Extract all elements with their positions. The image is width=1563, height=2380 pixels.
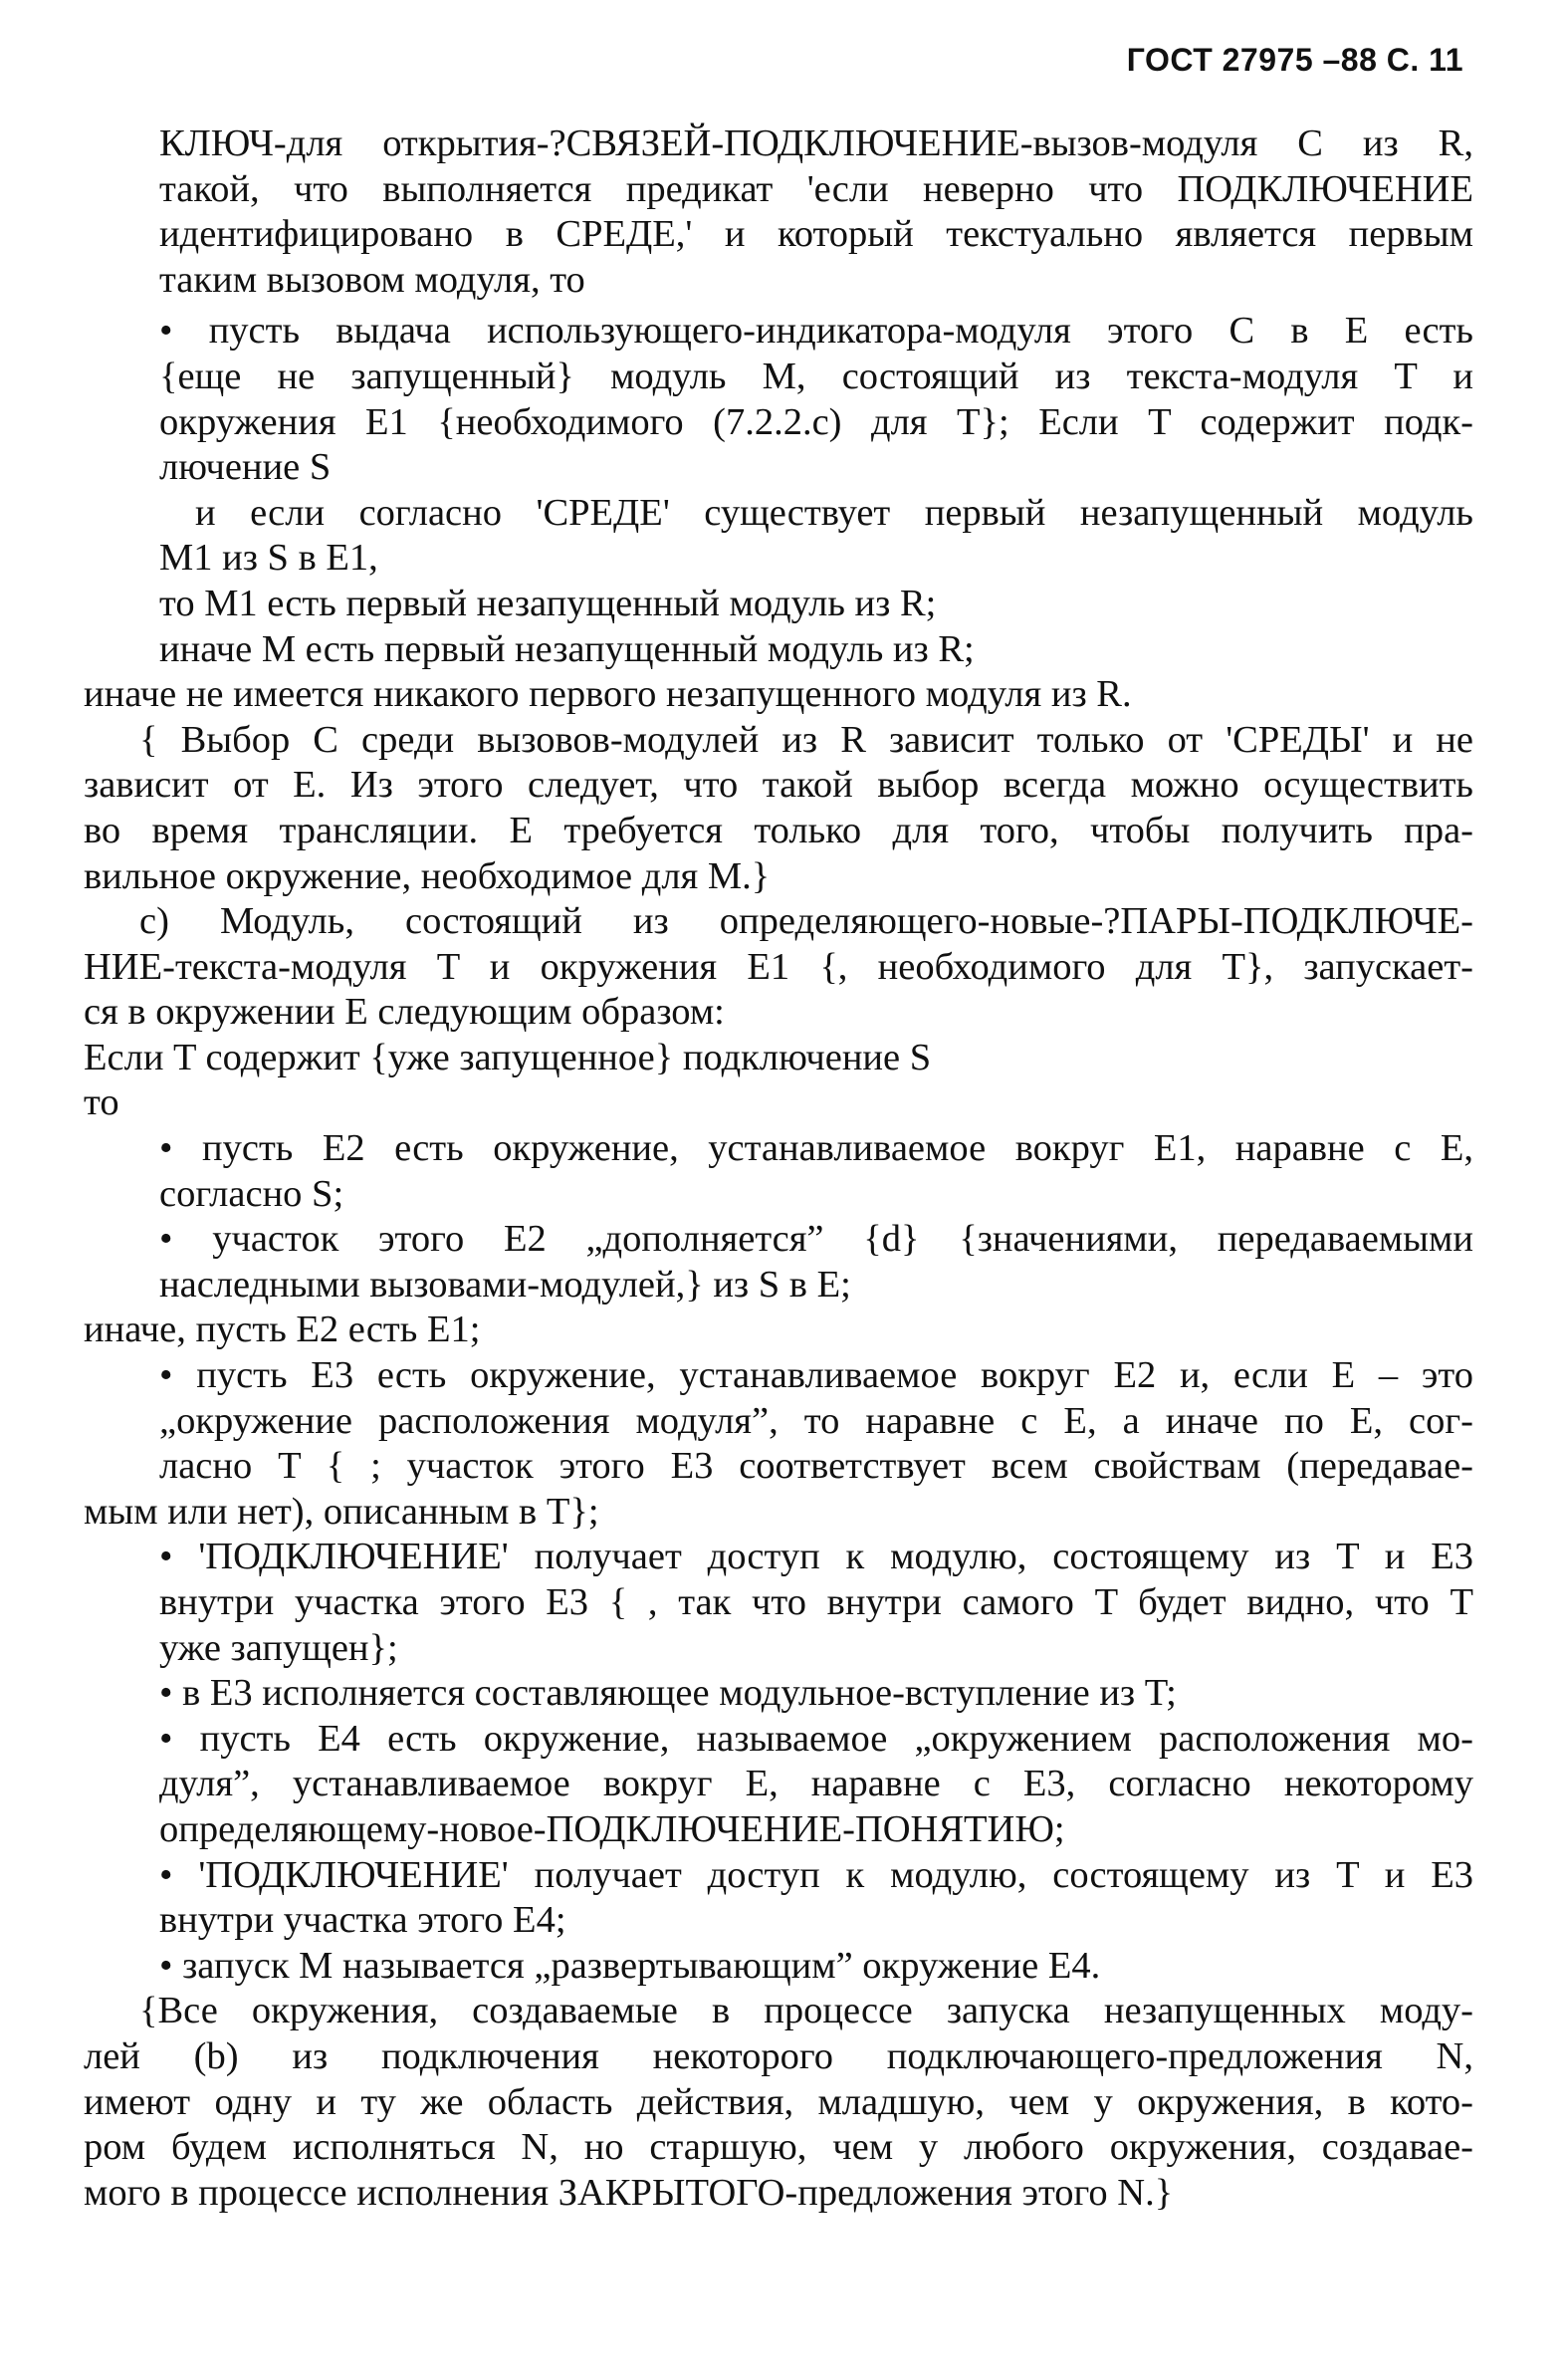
text-line: мым или нет), описанным в T}; bbox=[84, 1490, 599, 1533]
text-line: вильное окружение, необходимое для M.} bbox=[84, 854, 771, 897]
text-line: таким вызовом модуля, то bbox=[159, 258, 585, 301]
text-line: лючение S bbox=[159, 446, 332, 489]
text-line: ром будем исполняться N, но старшую, чем у любого окружения, создавае- bbox=[84, 2126, 1473, 2169]
text-line: то M1 есть первый незапущенный модуль из R; bbox=[159, 582, 937, 624]
text-line: {Все окружения, создаваемые в процессе запуска незапущенных моду- bbox=[139, 1990, 1473, 2032]
text-line: • пусть E2 есть окружение, устанавливаемое вокруг E1, наравне с E, bbox=[159, 1127, 1473, 1170]
text-line: наследными вызовами-модулей,} из S в E; bbox=[159, 1263, 851, 1306]
text-line: мого в процессе исполнения ЗАКРЫТОГО-предложения этого N.} bbox=[84, 2171, 1174, 2214]
text-line: • пусть E3 есть окружение, устанавливаемое вокруг E2 и, если E – это bbox=[159, 1354, 1473, 1397]
text-line: ласно T { ; участок этого E3 соответствует всем свойствам (передавае- bbox=[159, 1445, 1473, 1488]
text-line: то bbox=[84, 1081, 119, 1124]
text-line: • пусть E4 есть окружение, называемое „окружением расположения мо- bbox=[159, 1717, 1473, 1760]
text-line: • пусть выдача использующего-индикатора-модуля этого C в E есть bbox=[159, 310, 1473, 353]
text-line: c) Модуль, состоящий из определяющего-новые-?ПАРЫ-ПОДКЛЮЧЕ- bbox=[139, 900, 1473, 943]
text-line: { Выбор C среди вызовов-модулей из R зависит только от 'СРЕДЫ' и не bbox=[139, 718, 1473, 761]
text-line: „окружение расположения модуля”, то наравне с E, а иначе по E, сог- bbox=[159, 1399, 1473, 1442]
text-line: КЛЮЧ-для открытия-?СВЯЗЕЙ-ПОДКЛЮЧЕНИЕ-вызов-модуля C из R, bbox=[159, 122, 1473, 164]
text-line: иначе не имеется никакого первого незапущенного модуля из R. bbox=[84, 673, 1132, 716]
text-line: • участок этого E2 „дополняется” {d} {значениями, передаваемыми bbox=[159, 1218, 1473, 1261]
text-line: внутри участка этого E3 { , так что внутри самого T будет видно, что T bbox=[159, 1581, 1473, 1623]
text-line: согласно S; bbox=[159, 1172, 344, 1215]
text-line: Если T содержит {уже запущенное} подключение S bbox=[84, 1036, 932, 1078]
text-line: имеют одну и ту же область действия, младшую, чем у окружения, в кото- bbox=[84, 2080, 1473, 2123]
text-line: уже запущен}; bbox=[159, 1626, 398, 1669]
text-line: M1 из S в E1, bbox=[159, 537, 378, 580]
text-line: иначе, пусть E2 есть E1; bbox=[84, 1309, 481, 1351]
text-line: окружения E1 {необходимого (7.2.2.c) для T}; Если T содержит подк- bbox=[159, 400, 1473, 443]
text-line: • 'ПОДКЛЮЧЕНИЕ' получает доступ к модулю, состоящему из T и E3 bbox=[159, 1853, 1473, 1896]
document-body bbox=[84, 121, 1473, 2216]
text-line: во время трансляции. E требуется только для того, чтобы получить пра- bbox=[84, 809, 1473, 851]
text-line: такой, что выполняется предикат 'если неверно что ПОДКЛЮЧЕНИЕ bbox=[159, 167, 1473, 210]
text-line: • запуск M называется „развертывающим” окружение E4. bbox=[159, 1944, 1101, 1987]
text-line: {еще не запущенный} модуль M, состоящий из текста-модуля T и bbox=[159, 355, 1473, 397]
text-line: иначе M есть первый незапущенный модуль из R; bbox=[159, 627, 975, 670]
text-line: идентифицировано в СРЕДЕ,' и который текстуально является первым bbox=[159, 213, 1473, 256]
text-line: дуля”, устанавливаемое вокруг E, наравне с E3, согласно некоторому bbox=[159, 1763, 1473, 1805]
text-line: внутри участка этого E4; bbox=[159, 1899, 566, 1942]
text-line: • в E3 исполняется составляющее модульное-вступление из T; bbox=[159, 1672, 1177, 1715]
text-line: • 'ПОДКЛЮЧЕНИЕ' получает доступ к модулю, состоящему из T и E3 bbox=[159, 1536, 1473, 1578]
text-line: НИЕ-текста-модуля T и окружения E1 {, необходимого для T}, запускает- bbox=[84, 945, 1473, 988]
running-header: ГОСТ 27975 –88 С. 11 bbox=[1126, 42, 1463, 78]
text-line: зависит от E. Из этого следует, что такой выбор всегда можно осуществить bbox=[84, 764, 1473, 807]
text-line: и если согласно 'СРЕДЕ' существует первый незапущенный модуль bbox=[195, 491, 1473, 534]
text-line: лей (b) из подключения некоторого подключающего-предложения N, bbox=[84, 2034, 1473, 2077]
text-line: определяющему-новое-ПОДКЛЮЧЕНИЕ-ПОНЯТИЮ; bbox=[159, 1807, 1065, 1850]
text-line: ся в окружении E следующим образом: bbox=[84, 991, 725, 1034]
